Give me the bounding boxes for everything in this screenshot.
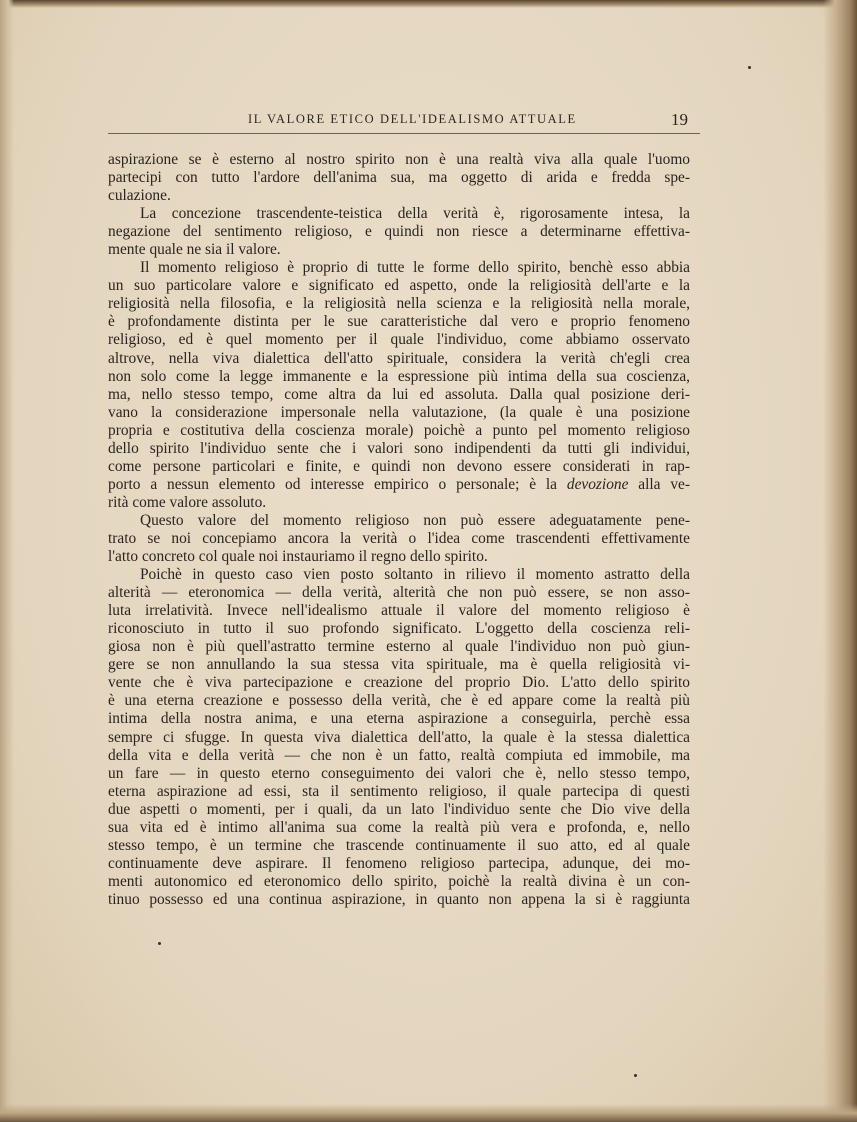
text-line: eterna aspirazione ad essi, sta il sentimento religioso, il quale partecipa di questi (108, 782, 690, 800)
italic-word: devozione (566, 475, 629, 493)
text-line: Questo valore del momento religioso non può essere adeguatamente pene- (140, 511, 690, 529)
text-line: stesso tempo, è un termine che trascende continuamente il suo atto, ed al quale (108, 836, 690, 854)
page-left-edge (0, 0, 14, 1122)
text-line: negazione del sentimento religioso, e quindi non riesce a determinarne effettiva- (108, 223, 690, 241)
text-line: propria e costitutiva della coscienza morale) poichè a punto pel momento religioso (108, 421, 690, 439)
text-line: della vita e della verità — che non è un fatto, realtà compiuta ed immobile, ma (108, 746, 690, 764)
text-line: vano la considerazione impersonale nella valutazione, (la quale è una posizione (108, 403, 690, 421)
text-line: due aspetti o momenti, per i quali, da un lato l'individuo sente che Dio vive della (108, 800, 690, 818)
text-line: Poichè in questo caso vien posto soltanto in rilievo il momento astratto della (140, 566, 690, 584)
text-line: come persone particolari e finite, e quindi non devono essere considerati in rap- (108, 457, 690, 475)
text-line: rità come valore assoluto. (108, 493, 267, 511)
text-line: partecipi con tutto l'ardore dell'anima sua, ma oggetto di arida e fredda spe- (108, 169, 690, 187)
text-line: l'atto concreto col quale noi instauriamo il regno dello spirito. (108, 548, 488, 566)
text-line: culazione. (108, 187, 171, 205)
text-line: vente che è viva partecipazione e creazione del proprio Dio. L'atto dello spirito (108, 674, 690, 692)
text-line: mente quale ne sia il valore. (108, 241, 281, 259)
page-right-edge (823, 0, 857, 1122)
running-title: IL VALORE ETICO DELL'IDEALISMO ATTUALE (248, 112, 577, 126)
text-line: è una eterna creazione e possesso della verità, che è ed appare come la realtà più (108, 692, 690, 710)
text-line: sua vita ed è intimo all'anima sua come la realtà più vera e profonda, e, nello (108, 818, 690, 836)
text-line: alterità — eteronomica — della verità, alterità che non può essere, se non asso- (108, 584, 690, 602)
text-line: luta irrelatività. Invece nell'idealismo attuale il valore del momento religioso è (108, 602, 690, 620)
text-line: un fare — in questo eterno conseguimento dei valori che è, nello stesso tempo, (108, 764, 690, 782)
text-line: porto a nessun elemento od interesse empirico o personale; è la devozione alla ve- (108, 475, 691, 493)
text-line: intima della nostra anima, e una eterna aspirazione a conseguirla, perchè essa (108, 710, 690, 728)
text-line: altrove, nella viva dialettica dell'atto spirituale, considera la verità ch'egli crea (108, 349, 690, 367)
text-line: Il momento religioso è proprio di tutte le forme dello spirito, benchè esso abbia (140, 259, 690, 277)
page-top-edge (0, 0, 857, 8)
paper-speck (634, 1074, 637, 1077)
text-line: non solo come la legge immanente e la espressione più intima della sua coscienza, (108, 367, 690, 385)
text-line: dello spirito l'individuo sente che i valori sono indipendenti da tutti gli individui, (108, 439, 690, 457)
text-line: gere se non annullando la sua stessa vita spirituale, ma è quella religiosità vi- (108, 656, 690, 674)
header-rule (108, 133, 700, 134)
body-text (108, 151, 690, 909)
paper-speck (158, 942, 161, 945)
text-line: ma, nello stesso tempo, come altra da lui ed assoluta. Dalla qual posizione deri- (108, 385, 690, 403)
text-line: religiosità nella filosofia, e la religiosità nella scienza e la religiosità nella morale, (108, 295, 690, 313)
running-head (108, 112, 700, 132)
text-line: è profondamente distinta per le sue caratteristiche dal vero e proprio fenomeno (108, 313, 690, 331)
text-line: giosa non è più quell'astratto termine esterno al quale l'individuo non può giun- (108, 638, 690, 656)
text-line: trato se noi concepiamo ancora la verità o l'idea come trascendenti effettivamente (108, 529, 690, 547)
text-line: riconosciuto in tutto il suo profondo significato. L'oggetto della coscienza reli- (108, 620, 690, 638)
paper-speck (748, 66, 751, 69)
text-line: religioso, ed è quel momento per il quale l'individuo, come abbiamo osservato (108, 331, 690, 349)
text-line: tinuo possesso ed una continua aspirazione, in quanto non appena la si è raggiunta (108, 890, 690, 908)
text-line: aspirazione se è esterno al nostro spirito non è una realtà viva alla quale l'uomo (108, 151, 690, 168)
text-line: menti autonomico ed eteronomico dello spirito, poichè la realtà divina è un con- (108, 872, 690, 890)
text-line: sempre ci sfugge. In questa viva dialettica dell'atto, la quale è la stessa dialettica (108, 728, 690, 746)
text-line: La concezione trascendente-teistica della verità è, rigorosamente intesa, la (140, 205, 690, 223)
page-number: 19 (671, 110, 688, 129)
text-line: un suo particolare valore e significato ed aspetto, onde la religiosità dell'arte e la (108, 277, 690, 295)
page-bottom-edge (0, 1104, 857, 1122)
text-line: continuamente deve aspirare. Il fenomeno religioso partecipa, adunque, dei mo- (108, 854, 690, 872)
